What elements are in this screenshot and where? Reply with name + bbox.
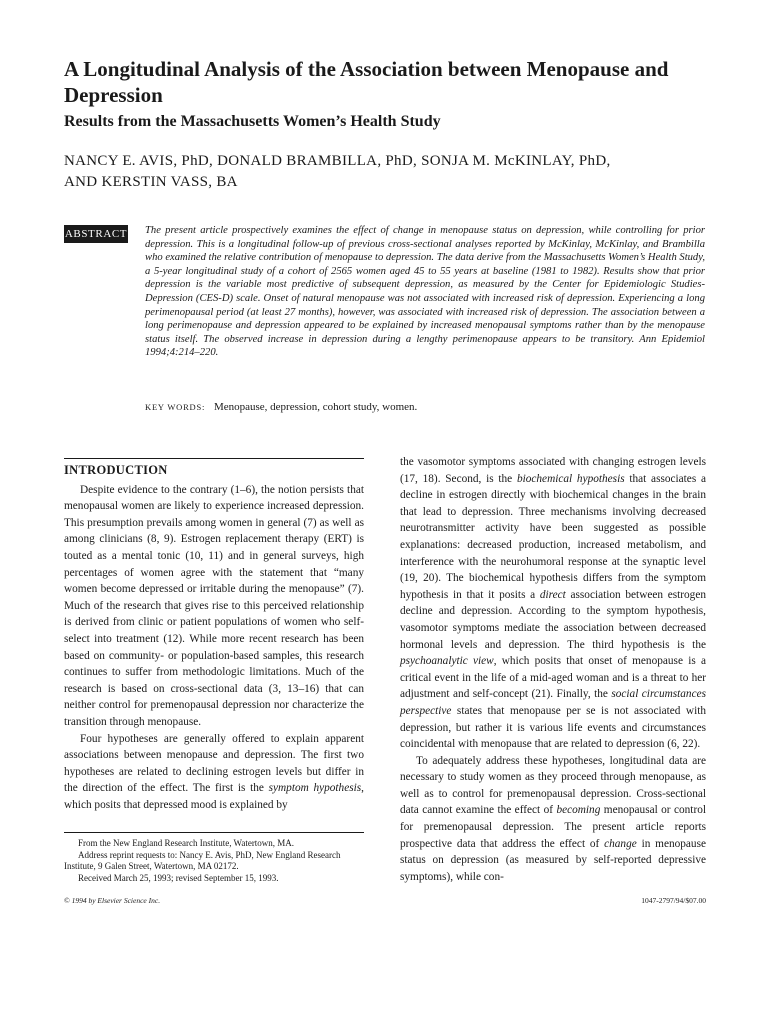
intro-paragraph-2 [64, 731, 364, 814]
left-column [64, 458, 364, 813]
abstract-label: ABSTRACT [64, 225, 128, 243]
text-run: Four hypotheses are generally offered to explain apparent associations between menopause and depression. The first two hypotheses are related to declining estrogen levels but differ in the direction of the effect. The first is the [64, 732, 364, 795]
author-list [64, 151, 704, 193]
keywords-list: Menopause, depression, cohort study, women. [213, 401, 418, 413]
abstract-text: The present article prospectively examines the effect of change in menopause status on depression, while controlling for prior depression. This is a longitudinal follow-up of previous cross-sectional analyses reported by McKinlay, McKinlay, and Brambilla who examined the relative contribution of menopause to depression. The data derive from the Massachusetts Women’s Health Study, a 5-year longitudinal study of a cohort of 2565 women aged 45 to 55 years at baseline (1981 to 1982). Results show that prior depression is the variable most predictive of subsequent depression, as measured by the Center for Epidemiologic Studies-Depression (CES-D) scale. Onset of natural menopause was not associated with increased risk of depression. Experiencing a long perimenopausal period (at least 27 months), however, was associated with increased risk of depression. The association between a long perimenopause and depression appeared to be explained by increased menopausal symptoms rather than by the menopause status itself. The observed increase in depression during a lengthy perimenopause appears to be transitory. Ann Epidemiol 1994;4:214–220. [145, 225, 705, 359]
text-run: menopausal or control for premenopausal depression. The present article reports prospective data that address the effect of [400, 804, 706, 850]
emphasis: change [604, 837, 637, 850]
intro-paragraph-1: Despite evidence to the contrary (1–6), the notion persists that menopausal women are likely to experience increased depression. This presumption prevails among women in general (7) as well as among clinicians (8, 9). Estrogen replacement therapy (ERT) is touted as a mental tonic (10, 11) and in general surveys, high percentages of women agree with the statement that “many women become depressed or irritable during the menopause” (7). Much of the research that gives rise to this perceived relationship is derived from clinic or patient populations of women who self-select into treatment (12). While more recent research has been based on community- or population-based samples, this research continues to suffer from methodologic limitations. Much of the research is based on cross-sectional data (3, 13–16) that can neither control for premenopausal depression nor characterize the transition through menopause. [64, 483, 364, 728]
emphasis: becoming [556, 804, 601, 817]
text-run: To adequately address these hypotheses, longitudinal data are necessary to study women as they proceed through menopause, as well as to control for premenopausal depression. Cross-sectional data cannot examine the effect of [400, 754, 706, 817]
section-heading-introduction: INTRODUCTION [64, 458, 364, 479]
footnote-divider [64, 832, 364, 833]
authors-line-1: NANCY E. AVIS, PhD, DONALD BRAMBILLA, PhD, SONJA M. McKINLAY, PhD, [64, 153, 611, 169]
article-title: A Longitudinal Analysis of the Association between Menopause and Depression [64, 57, 669, 107]
text-run: the vasomotor symptoms associated with changing estrogen levels (17, 18). Second, is the [400, 456, 706, 485]
right-column [400, 454, 706, 885]
right-paragraph-1 [400, 454, 706, 753]
authors-line-2: AND KERSTIN VASS, BA [64, 174, 238, 190]
text-run: states that menopause per se is not associated with depression, but rather it is various life events and circumstances coincidental with menopause that are related to depression (6, 22). [400, 704, 706, 751]
keywords-label: KEY WORDS: [145, 402, 206, 412]
footnote-affiliation: From the New England Research Institute, Watertown, MA. [78, 838, 295, 848]
document-code: 1047-2797/94/$07.00 [641, 896, 706, 905]
text-run: in menopause status on depression (as measured by self-reported depressive symptoms), while con- [400, 837, 706, 883]
keywords [145, 401, 705, 413]
emphasis: psychoanalytic view [400, 655, 494, 668]
footnote-received: Received March 25, 1993; revised September 15, 1993. [78, 872, 279, 883]
footnote-reprint: Address reprint requests to: Nancy E. Avis, PhD, New England Research Institute, 9 Galen Street, Watertown, MA 02172. [64, 849, 341, 871]
text-run: , which posits that onset of menopause is a critical event in the life of a mid-aged woman and is a threat to her adjustment and self-concept (21). Finally, the [400, 655, 706, 701]
text-run: that associates a decline in estrogen directly with biochemical changes in the brain that lead to depression. Three mechanisms involving decreased neurotransmitter activity have been suggested as possible explanations: decreased production, increased metabolism, and interference with the neurohumoral response at the synaptic level (19, 20). The biochemical hypothesis differs from the symptom hypothesis in that it posits a [400, 472, 706, 601]
emphasis: social circumstances perspective [400, 688, 707, 717]
emphasis: biochemical hypothesis [516, 472, 625, 485]
text-run: association between estrogen decline and depression. According to the symptom hypothesis, vasomotor symptoms mediate the association between decreased hormonal levels and depression. The third hypothesis is the [400, 588, 706, 651]
emphasis: direct [539, 588, 566, 601]
right-paragraph-2 [400, 753, 706, 886]
footnotes [64, 838, 364, 884]
article-subtitle: Results from the Massachusetts Women’s Health Study [64, 113, 441, 130]
copyright-notice: © 1994 by Elsevier Science Inc. [64, 896, 161, 905]
emphasis: symptom hypothesis [268, 782, 362, 795]
text-run: , which posits that depressed mood is explained by [64, 782, 364, 811]
